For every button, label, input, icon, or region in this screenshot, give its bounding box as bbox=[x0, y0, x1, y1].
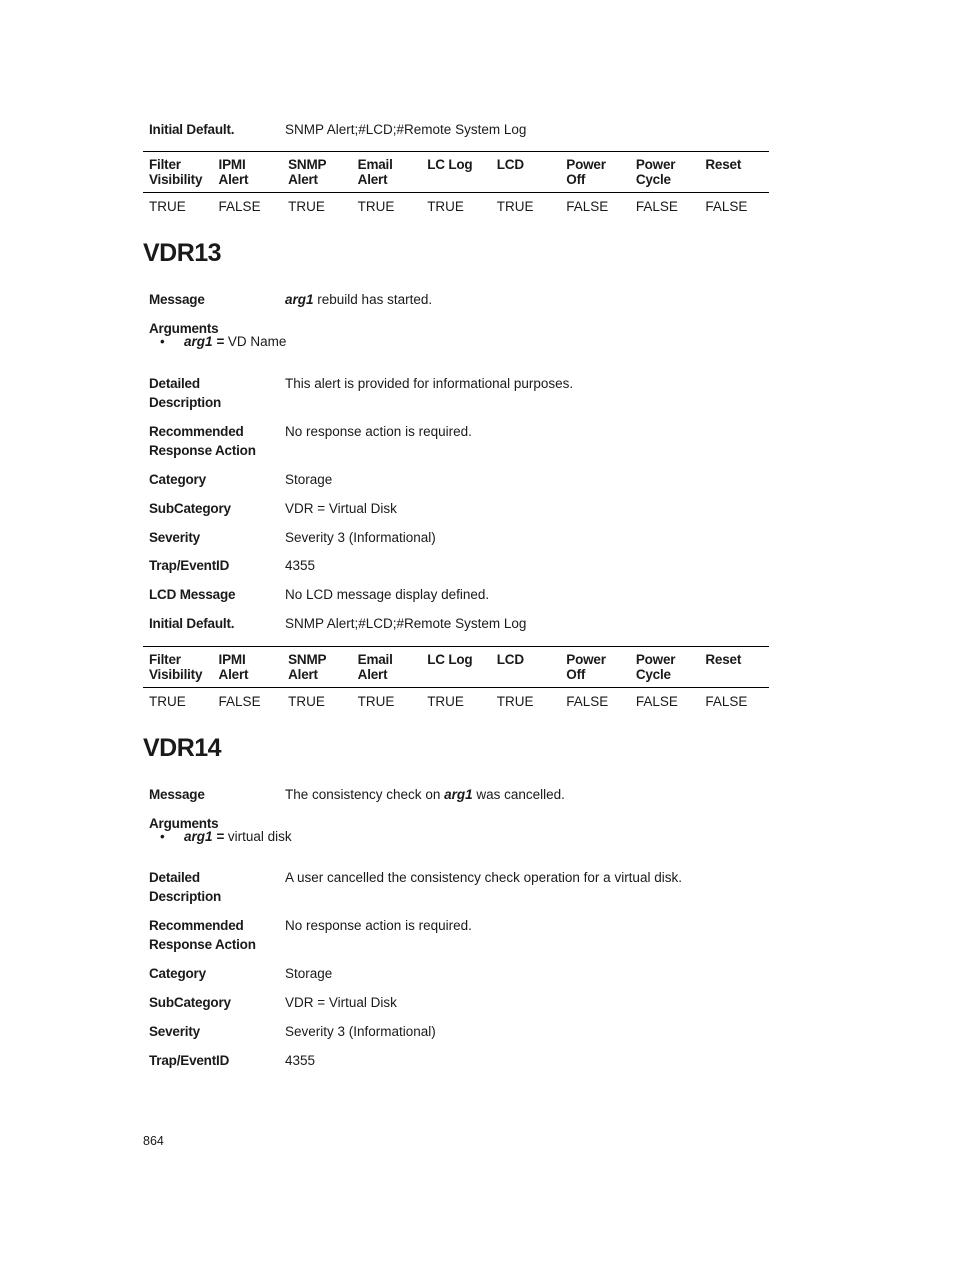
message-value bbox=[285, 290, 765, 309]
detailed-description-label: Detailed Description bbox=[149, 870, 222, 904]
filter-table-prev bbox=[143, 151, 769, 215]
trap-eventid-label: Trap/EventID bbox=[149, 1053, 230, 1068]
trap-eventid-label: Trap/EventID bbox=[149, 558, 230, 573]
arguments-label: Arguments bbox=[149, 816, 219, 831]
vdr14-title: VDR14 bbox=[143, 734, 222, 762]
argument-name: arg1 = bbox=[184, 829, 225, 844]
message-text-pre: The consistency check on bbox=[285, 787, 445, 802]
filter-value: FALSE bbox=[705, 694, 748, 709]
subcategory-label: SubCategory bbox=[149, 501, 231, 516]
category-value: Storage bbox=[285, 472, 333, 487]
filter-header: Filter Visibility bbox=[149, 157, 203, 187]
subcategory-label: SubCategory bbox=[149, 995, 231, 1010]
arguments-label: Arguments bbox=[149, 321, 219, 336]
filter-header: Power Off bbox=[566, 157, 606, 187]
filter-value: FALSE bbox=[218, 199, 261, 214]
filter-header: SNMP Alert bbox=[288, 157, 327, 187]
filter-value-row bbox=[143, 688, 769, 711]
filter-value: TRUE bbox=[149, 199, 186, 214]
category-label: Category bbox=[149, 966, 206, 981]
filter-table-vdr13 bbox=[143, 646, 769, 710]
severity-value: Severity 3 (Informational) bbox=[285, 530, 436, 545]
filter-header: SNMP Alert bbox=[288, 652, 327, 682]
message-value bbox=[285, 785, 765, 804]
severity-value: Severity 3 (Informational) bbox=[285, 1024, 436, 1039]
filter-header-row bbox=[143, 647, 769, 688]
message-label: Message bbox=[149, 292, 205, 307]
detailed-description-label: Detailed Description bbox=[149, 376, 222, 410]
filter-header: Reset bbox=[705, 652, 742, 667]
initial-default-value: SNMP Alert;#LCD;#Remote System Log bbox=[285, 616, 527, 631]
argument-value: virtual disk bbox=[224, 829, 292, 844]
filter-value: TRUE bbox=[427, 199, 464, 214]
recommended-action-value: No response action is required. bbox=[285, 424, 472, 439]
severity-label: Severity bbox=[149, 530, 200, 545]
filter-value: TRUE bbox=[288, 199, 325, 214]
initial-default-value: SNMP Alert;#LCD;#Remote System Log bbox=[285, 122, 527, 137]
bullet-icon: • bbox=[160, 334, 165, 349]
filter-header: Filter Visibility bbox=[149, 652, 203, 682]
filter-value: TRUE bbox=[357, 694, 395, 709]
lcd-message-label: LCD Message bbox=[149, 587, 236, 602]
filter-value: TRUE bbox=[496, 694, 534, 709]
severity-label: Severity bbox=[149, 1024, 200, 1039]
initial-default-label: Initial Default. bbox=[149, 122, 235, 137]
filter-header: Power Off bbox=[566, 652, 606, 682]
filter-header: IPMI Alert bbox=[218, 157, 249, 187]
message-arg: arg1 bbox=[285, 292, 314, 307]
filter-value: FALSE bbox=[635, 694, 678, 709]
filter-value: TRUE bbox=[288, 694, 325, 709]
argument-name: arg1 = bbox=[184, 334, 225, 349]
page-number: 864 bbox=[143, 1134, 164, 1148]
argument-value: VD Name bbox=[224, 334, 287, 349]
trap-eventid-value: 4355 bbox=[285, 1053, 316, 1068]
subcategory-value: VDR = Virtual Disk bbox=[285, 501, 397, 516]
detailed-description-value: A user cancelled the consistency check operation for a virtual disk. bbox=[285, 870, 682, 885]
filter-header: IPMI Alert bbox=[218, 652, 249, 682]
filter-value: FALSE bbox=[566, 199, 609, 214]
message-text-post: was cancelled. bbox=[472, 787, 565, 802]
filter-header: Reset bbox=[705, 157, 742, 172]
filter-value: TRUE bbox=[427, 694, 464, 709]
recommended-action-label: Recommended Response Action bbox=[149, 918, 256, 952]
message-arg: arg1 bbox=[444, 787, 473, 802]
filter-header: Email Alert bbox=[357, 652, 393, 682]
filter-header: LCD bbox=[496, 157, 524, 172]
category-value: Storage bbox=[285, 966, 333, 981]
filter-value: FALSE bbox=[218, 694, 261, 709]
filter-header: LC Log bbox=[427, 157, 473, 172]
recommended-action-value: No response action is required. bbox=[285, 918, 472, 933]
subcategory-value: VDR = Virtual Disk bbox=[285, 995, 397, 1010]
filter-header: Power Cycle bbox=[635, 157, 676, 187]
filter-value: TRUE bbox=[149, 694, 186, 709]
filter-value: FALSE bbox=[705, 199, 748, 214]
bullet-icon: • bbox=[160, 829, 165, 844]
filter-header: Email Alert bbox=[357, 157, 393, 187]
recommended-action-label: Recommended Response Action bbox=[149, 424, 256, 458]
filter-value-row bbox=[143, 193, 769, 216]
filter-value: FALSE bbox=[566, 694, 609, 709]
initial-default-label: Initial Default. bbox=[149, 616, 235, 631]
category-label: Category bbox=[149, 472, 206, 487]
lcd-message-value: No LCD message display defined. bbox=[285, 587, 490, 602]
vdr13-title: VDR13 bbox=[143, 239, 222, 267]
filter-value: FALSE bbox=[635, 199, 678, 214]
message-label: Message bbox=[149, 787, 205, 802]
detailed-description-value: This alert is provided for informational purposes. bbox=[285, 376, 574, 391]
filter-value: TRUE bbox=[496, 199, 534, 214]
message-text: rebuild has started. bbox=[313, 292, 433, 307]
filter-value: TRUE bbox=[357, 199, 395, 214]
filter-header-row bbox=[143, 152, 769, 193]
trap-eventid-value: 4355 bbox=[285, 558, 316, 573]
filter-header: LCD bbox=[496, 652, 524, 667]
filter-header: Power Cycle bbox=[635, 652, 676, 682]
filter-header: LC Log bbox=[427, 652, 473, 667]
